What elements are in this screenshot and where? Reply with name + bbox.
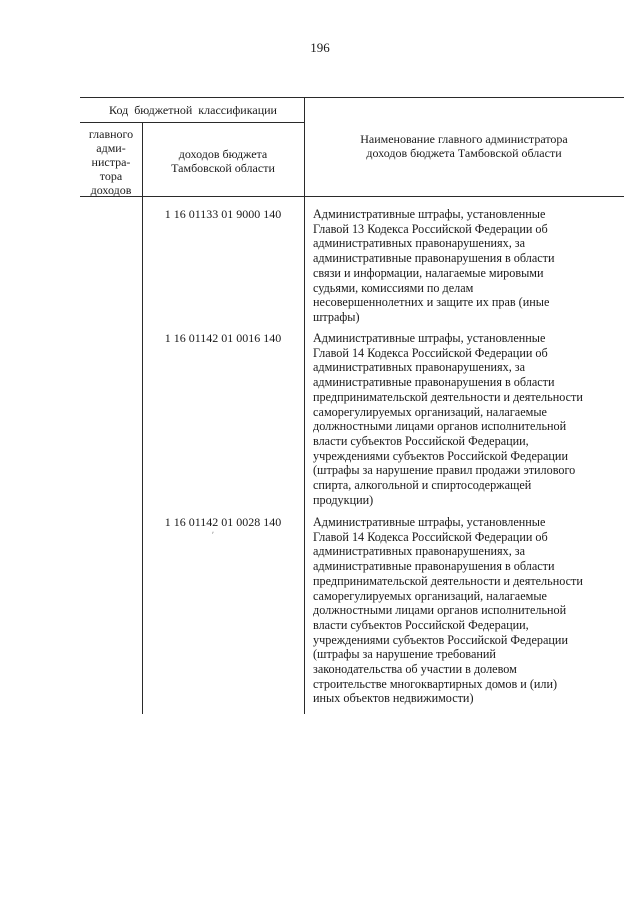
name-line: должностными лицами органов исполнительной (313, 603, 567, 618)
name-line: (штрафы за нарушение требований (313, 647, 496, 662)
header-col-revenue-code (142, 147, 304, 175)
name-line: связи и информации, налагаемые мировыми (313, 265, 544, 280)
header-col1-line: адми- (96, 141, 126, 155)
name-line: продукции) (313, 492, 374, 507)
name-line: Административные штрафы, установленные (313, 515, 546, 529)
table-row-code: 1 16 01142 01 0028 140 (164, 515, 282, 529)
name-line: административные правонарушения в области (313, 375, 555, 390)
name-line: административные правонарушения в области (313, 251, 555, 266)
name-line: саморегулируемых организаций, налагаемые (313, 404, 547, 419)
name-line: власти субъектов Российской Федерации, (313, 433, 529, 448)
name-line: законодательства об участии в долевом (313, 662, 517, 677)
group-header-rule (80, 122, 304, 123)
name-line: Главой 13 Кодекса Российской Федерации об (313, 221, 548, 236)
table-row-name (313, 331, 613, 507)
header-col2-line: доходов бюджета (178, 147, 268, 161)
header-col3-line: Наименование главного администратора (360, 132, 568, 146)
table-row-name (313, 515, 613, 706)
name-line: спирта, алкогольной и спиртосодержащей (313, 478, 532, 493)
header-group-title: Код бюджетной классификации (109, 103, 277, 117)
column-rule-2 (304, 97, 305, 714)
name-line: административных правонарушениях, за (313, 236, 526, 251)
name-line: Административные штрафы, установленные (313, 331, 546, 345)
table-row-name (313, 207, 613, 325)
table-row-code: 1 16 01142 01 0016 140 (164, 331, 282, 345)
name-line: административных правонарушениях, за (313, 360, 526, 375)
name-line: несовершеннолетних и защите их прав (иные (313, 295, 550, 310)
table-row-code: 1 16 01133 01 9000 140 (164, 207, 282, 221)
header-col3-line: доходов бюджета Тамбовской области (366, 146, 562, 160)
name-line: административных правонарушениях, за (313, 544, 526, 559)
name-line: судьями, комиссиями по делам (313, 280, 474, 295)
name-line: строительстве многоквартирных домов и (или) (313, 676, 558, 691)
name-line: административные правонарушения в области (313, 559, 555, 574)
name-line: предпринимательской деятельности и деятельности (313, 389, 583, 404)
name-line: штрафы) (313, 309, 360, 324)
name-line: саморегулируемых организаций, налагаемые (313, 588, 547, 603)
header-col1-line: нистра- (91, 155, 131, 169)
name-line: власти субъектов Российской Федерации, (313, 617, 529, 632)
header-col1-line: главного (88, 127, 134, 141)
name-line: учреждениями субъектов Российской Федерации (313, 448, 568, 463)
name-line: должностными лицами органов исполнительной (313, 419, 567, 434)
header-col1-line: тора (99, 169, 123, 183)
header-col-admin-name (304, 132, 624, 160)
page-number: 196 (310, 40, 330, 55)
header-bottom-rule (80, 196, 624, 197)
header-col2-line: Тамбовской области (171, 161, 275, 175)
header-col-admin-code (80, 127, 142, 197)
name-line: учреждениями субъектов Российской Федерации (313, 632, 568, 647)
table-top-rule (80, 97, 624, 98)
name-line: иных объектов недвижимости) (313, 691, 474, 706)
name-line: Главой 14 Кодекса Российской Федерации об (313, 345, 548, 360)
name-line: (штрафы за нарушение правил продажи этилового (313, 463, 576, 478)
name-line: Главой 14 Кодекса Российской Федерации об (313, 529, 548, 544)
name-line: предпринимательской деятельности и деятельности (313, 573, 583, 588)
header-col1-line: доходов (90, 183, 132, 197)
stray-mark: ʹ (212, 530, 214, 540)
name-line: Административные штрафы, установленные (313, 207, 546, 221)
